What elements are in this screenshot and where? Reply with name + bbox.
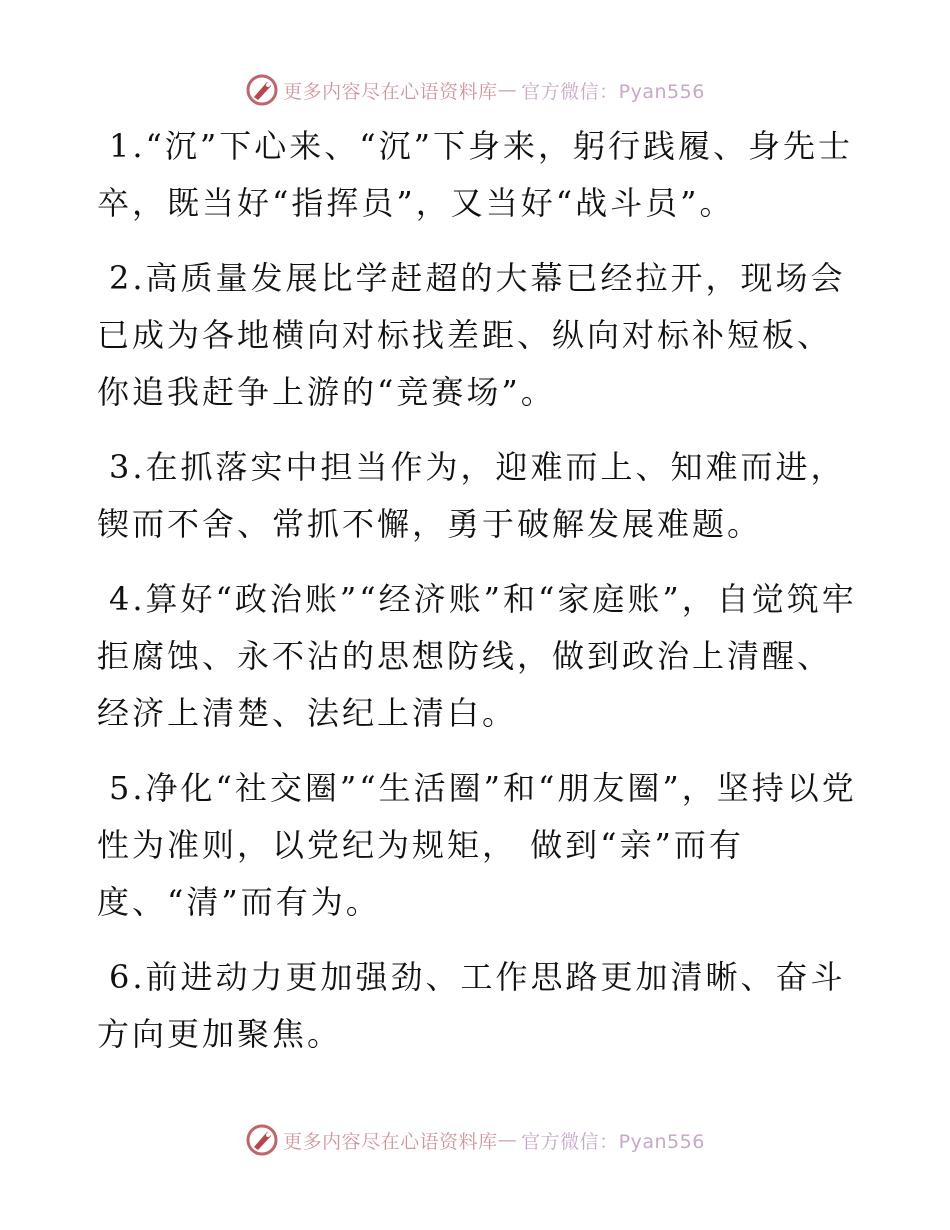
watermark-separator: — [497, 1129, 518, 1151]
watermark-brand: 更多内容尽在心语资料库 [283, 80, 498, 103]
watermark-contact: 官方微信：Pyan556 [521, 1130, 705, 1153]
header-watermark [0, 70, 950, 110]
list-item-3: 3.在抓落实中担当作为，迎难而上、知难而进，锲而不舍、常抓不懈，勇于破解发展难题。 [97, 448, 846, 543]
watermark-brand: 更多内容尽在心语资料库 [283, 1130, 498, 1153]
list-item-1: 1.“沉”下心来、“沉”下身来，躬行践履、身先士卒，既当好“指挥员”，又当好“战斗员”。 [97, 127, 853, 222]
list-item-6: 6.前进动力更加强劲、工作思路更加清晰、奋斗方向更加聚焦。 [97, 958, 846, 1053]
list-item-4: 4.算好“政治账”“经济账”和“家庭账”，自觉筑牢拒腐蚀、永不沾的思想防线，做到政治上清醒、经济上清楚、法纪上清白。 [97, 580, 857, 732]
watermark-separator: — [497, 79, 518, 101]
pen-nib-logo-icon [245, 1123, 279, 1157]
document-body [97, 118, 857, 1081]
watermark-contact: 官方微信：Pyan556 [521, 80, 705, 103]
list-item-2: 2.高质量发展比学赶超的大幕已经拉开，现场会已成为各地横向对标找差距、纵向对标补短板、你追我赶争上游的“竞赛场”。 [97, 259, 846, 411]
pen-nib-logo-icon [245, 73, 279, 107]
footer-watermark [0, 1120, 950, 1160]
list-item-5: 5.净化“社交圈”“生活圈”和“朋友圈”，坚持以党性为准则，以党纪为规矩， 做到“亲”而有度、“清”而有为。 [97, 769, 857, 921]
